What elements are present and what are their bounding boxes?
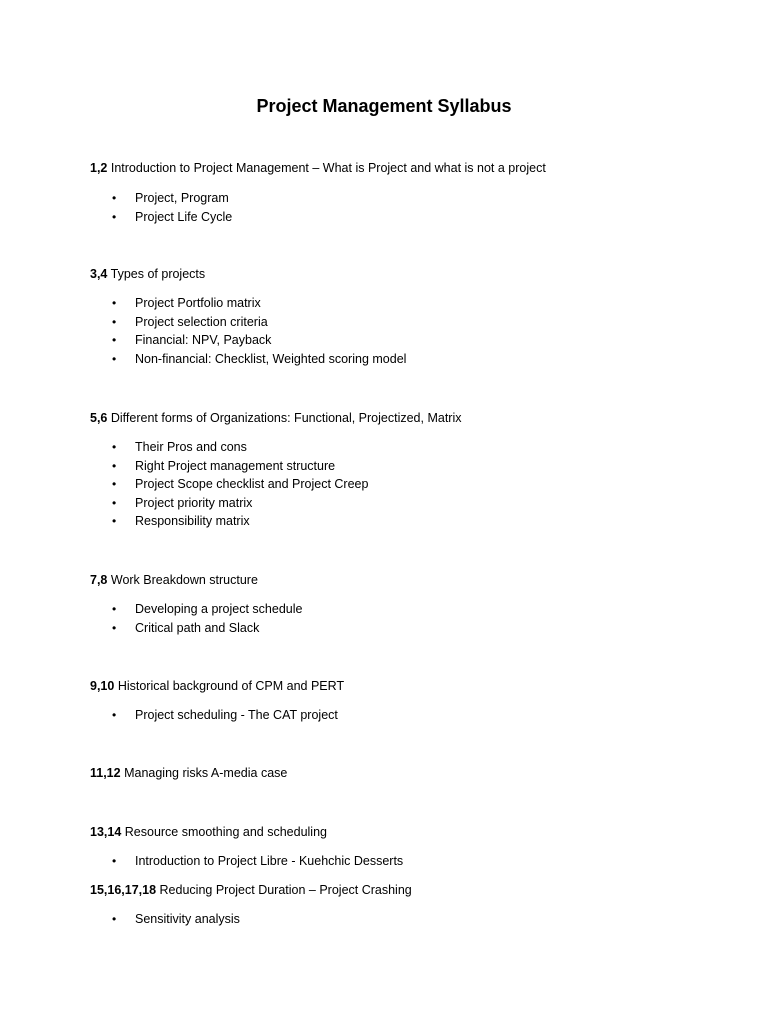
section-title: Reducing Project Duration – Project Crashing (159, 883, 412, 897)
bullet-icon: • (112, 708, 117, 722)
bullet-icon: • (112, 602, 117, 616)
section-number: 3,4 (90, 267, 108, 281)
section-number: 1,2 (90, 161, 108, 175)
bullet-icon: • (112, 912, 117, 926)
section-title: Types of projects (110, 267, 206, 281)
bullet-icon: • (112, 210, 117, 224)
bullet-icon: • (112, 496, 117, 510)
section-title: Work Breakdown structure (110, 573, 258, 587)
bullet-icon: • (112, 854, 117, 868)
section-number: 11,12 (90, 766, 121, 780)
page-title: Project Management Syllabus (256, 96, 512, 116)
bullet-icon: • (112, 477, 117, 491)
section-number: 9,10 (90, 679, 115, 693)
bullet-icon: • (112, 296, 117, 310)
section-heading (90, 409, 461, 427)
bullet-icon: • (112, 621, 117, 635)
bullet-icon: • (112, 440, 117, 454)
section-heading (90, 677, 344, 695)
bullet-icon: • (112, 315, 117, 329)
bullet-icon: • (112, 459, 117, 473)
section-number: 13,14 (90, 825, 122, 839)
section-title: Managing risks A-media case (124, 766, 288, 780)
section-heading (90, 159, 546, 177)
section-title: Resource smoothing and scheduling (124, 825, 327, 839)
section-heading (90, 881, 412, 899)
section-title: Introduction to Project Management – What is Project and what is not a project (110, 161, 546, 175)
section-title: Different forms of Organizations: Functional, Projectized, Matrix (110, 411, 462, 425)
section-number: 5,6 (90, 411, 108, 425)
bullet-icon: • (112, 191, 117, 205)
section-heading (90, 823, 327, 841)
bullet-icon: • (112, 514, 117, 528)
section-heading (90, 571, 258, 589)
section-number: 7,8 (90, 573, 108, 587)
section-title: Historical background of CPM and PERT (117, 679, 345, 693)
section-heading (90, 764, 287, 782)
section-number: 15,16,17,18 (90, 883, 157, 897)
section-heading (90, 265, 205, 283)
bullet-icon: • (112, 352, 117, 366)
bullet-icon: • (112, 333, 117, 347)
document-page: Project Management Syllabus 1,2 Introduction to Project Management – What is Project and what is not a project • Project, Program • Project Life Cycle 3,4 Types of projects • Project Portfolio matrix • Project selection criteria • Financial: NPV, Payback • Non-financial: Checklist, Weighted scoring model 5,6 Different forms of Organizations: Functional, Projectized, Matrix • Their Pros and cons • Right Project management structure • Project Scope checklist and Project Creep • Project priority matrix • Responsibility matrix 7,8 Work Breakdown structure • Developing a project schedule • Critical path and Slack 9,10 Historical background of CPM and PERT • Project scheduling - The CAT project 11,12 Managing risks A-media case 13,14 Resource smoothing and scheduling • Introduction to Project Libre - Kuehchic Desserts 15,16,17,18 Reducing Project Duration – Project Crashing • Sensitivity analysis (0, 0, 768, 1024)
